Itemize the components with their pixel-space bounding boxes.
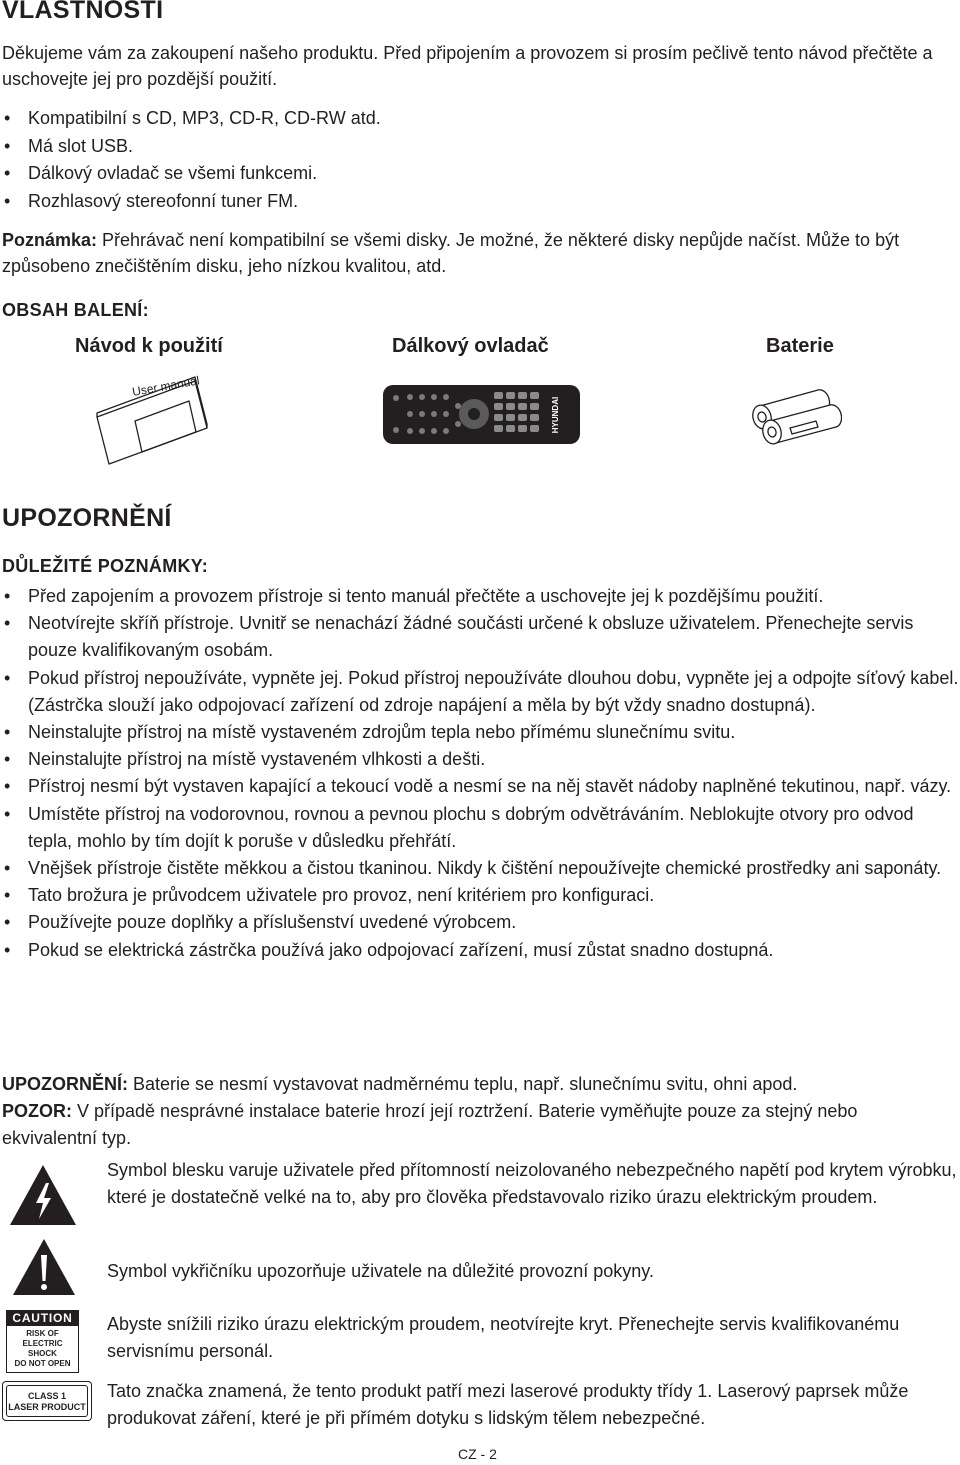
list-item: • Umístěte přístroj na vodorovnou, rovnou a pevnou plochu s dobrým odvětráváním. Neblokujte otvory pro odvod tepla, mohlo by tím dojít k poruše v důsledku přehřátí. [4, 803, 914, 851]
battery-heat-warning: UPOZORNĚNÍ: Baterie se nesmí vystavovat nadměrnému teplu, např. slunečnímu svitu, ohni apod. [2, 1074, 798, 1094]
page-number: CZ - 2 [458, 1446, 497, 1462]
list-item: • Má slot USB. [4, 135, 134, 156]
battery-caution-block [2, 1071, 957, 1152]
feature-list [2, 105, 947, 215]
caution-label-description: Abyste snížili riziko úrazu elektrickým proudem, neotvírejte kryt. Přenechejte servis kvalifikovanému servisnímu personál. [107, 1314, 900, 1361]
important-notes-title: DŮLEŽITÉ POZNÁMKY: [2, 556, 209, 576]
battery-replacement-warning: POZOR: V případě nesprávné instalace baterie hrozí její roztržení. Baterie vyměňujte pouze za stejný nebo ekvivalentní typ. [2, 1101, 858, 1148]
class1-laser-label-icon: CLASS 1 LASER PRODUCT [2, 1381, 92, 1421]
manual-cover-text: User manual [131, 373, 201, 399]
compatibility-note [2, 227, 947, 279]
lightning-warning-icon [8, 1163, 78, 1227]
remote-control-illustration [382, 384, 582, 446]
exclamation-symbol-description: Symbol vykřičníku upozorňuje uživatele na důležité provozní pokyny. [107, 1261, 654, 1281]
warning-title: UPOZORNĚNÍ [2, 504, 172, 532]
list-item: • Rozhlasový stereofonní tuner FM. [4, 190, 299, 211]
safety-notes-list [2, 583, 960, 964]
note-label: Poznámka: [2, 230, 98, 250]
intro-paragraph: Děkujeme vám za zakoupení našeho produktu. Před připojením a provozem si prosím pečlivě tento návod přečtěte a uschovejte jej pro pozdější použití. [2, 43, 933, 89]
list-item: • Vnějšek přístroje čistěte měkkou a čistou tkaninou. Nikdy k čištění nepoužívejte chemické prostředky ani saponáty. [4, 858, 942, 879]
section-title: VLASTNOSTI [2, 0, 164, 24]
package-title: OBSAH BALENÍ: [2, 300, 149, 320]
package-item-remote-label: Dálkový ovladač [392, 335, 549, 357]
batteries-illustration [742, 388, 842, 450]
laser-label-description: Tato značka znamená, že tento produkt patří mezi laserové produkty třídy 1. Laserový paprsek může produkovat záření, které je při přímém dotyku s lidským tělem nebezpečné. [107, 1381, 909, 1428]
lightning-symbol-description: Symbol blesku varuje uživatele před přítomností neizolovaného nebezpečného napětí pod krytem výrobku, které je dostatečně velké na to, aby pro člověka představovalo riziko úrazu elektrickým proudem. [107, 1160, 957, 1207]
package-item-batteries-label: Baterie [766, 335, 834, 357]
list-item: • Neinstalujte přístroj na místě vystaveném vlhkosti a dešti. [4, 749, 486, 770]
list-item: • Neinstalujte přístroj na místě vystaveném zdrojům tepla nebo přímému slunečnímu svitu. [4, 722, 736, 743]
package-item-manual-label: Návod k použití [75, 335, 223, 357]
caution-shock-label-icon: CAUTION RISK OF ELECTRIC SHOCK DO NOT OPEN [6, 1310, 79, 1373]
list-item: • Používejte pouze doplňky a příslušenství uvedené výrobcem. [4, 912, 517, 933]
list-item: • Kompatibilní s CD, MP3, CD-R, CD-RW atd. [4, 108, 381, 128]
list-item: • Před zapojením a provozem přístroje si tento manuál přečtěte a uschovejte jej k pozdějšímu použití. [4, 586, 824, 606]
remote-brand-text: HYUNDAI [551, 396, 560, 434]
list-item: • Přístroj nesmí být vystaven kapající a tekoucí vodě a nesmí se na něj stavět nádoby naplněné tekutinou, např. vázy. [4, 776, 952, 797]
list-item: • Neotvírejte skříň přístroje. Uvnitř se nenachází žádné součásti určené k obsluze uživatelem. Přenechejte servis pouze kvalifikovaným osobám. [4, 613, 914, 661]
note-text: Přehrávač není kompatibilní se všemi disky. Je možné, že některé disky nepůjde načíst. Může to být způsobeno znečištěním disku, jeho nízkou kvalitou, atd. [2, 230, 900, 276]
list-item: • Pokud přístroj nepoužíváte, vypněte jej. Pokud přístroj nepoužíváte dlouhou dobu, vypněte jej a odpojte síťový kabel. (Zástrčka slouží jako odpojovací zařízení od zdroje napájení a měla by být vždy snadno dostupná). [4, 667, 959, 715]
list-item: • Tato brožura je průvodcem uživatele pro provoz, není kritériem pro konfiguraci. [4, 885, 655, 906]
list-item: • Dálkový ovladač se všemi funkcemi. [4, 163, 318, 183]
exclamation-warning-icon [11, 1237, 77, 1297]
user-manual-illustration [95, 372, 220, 467]
list-item: • Pokud se elektrická zástrčka používá jako odpojovací zařízení, musí zůstat snadno dostupná. [4, 939, 774, 960]
